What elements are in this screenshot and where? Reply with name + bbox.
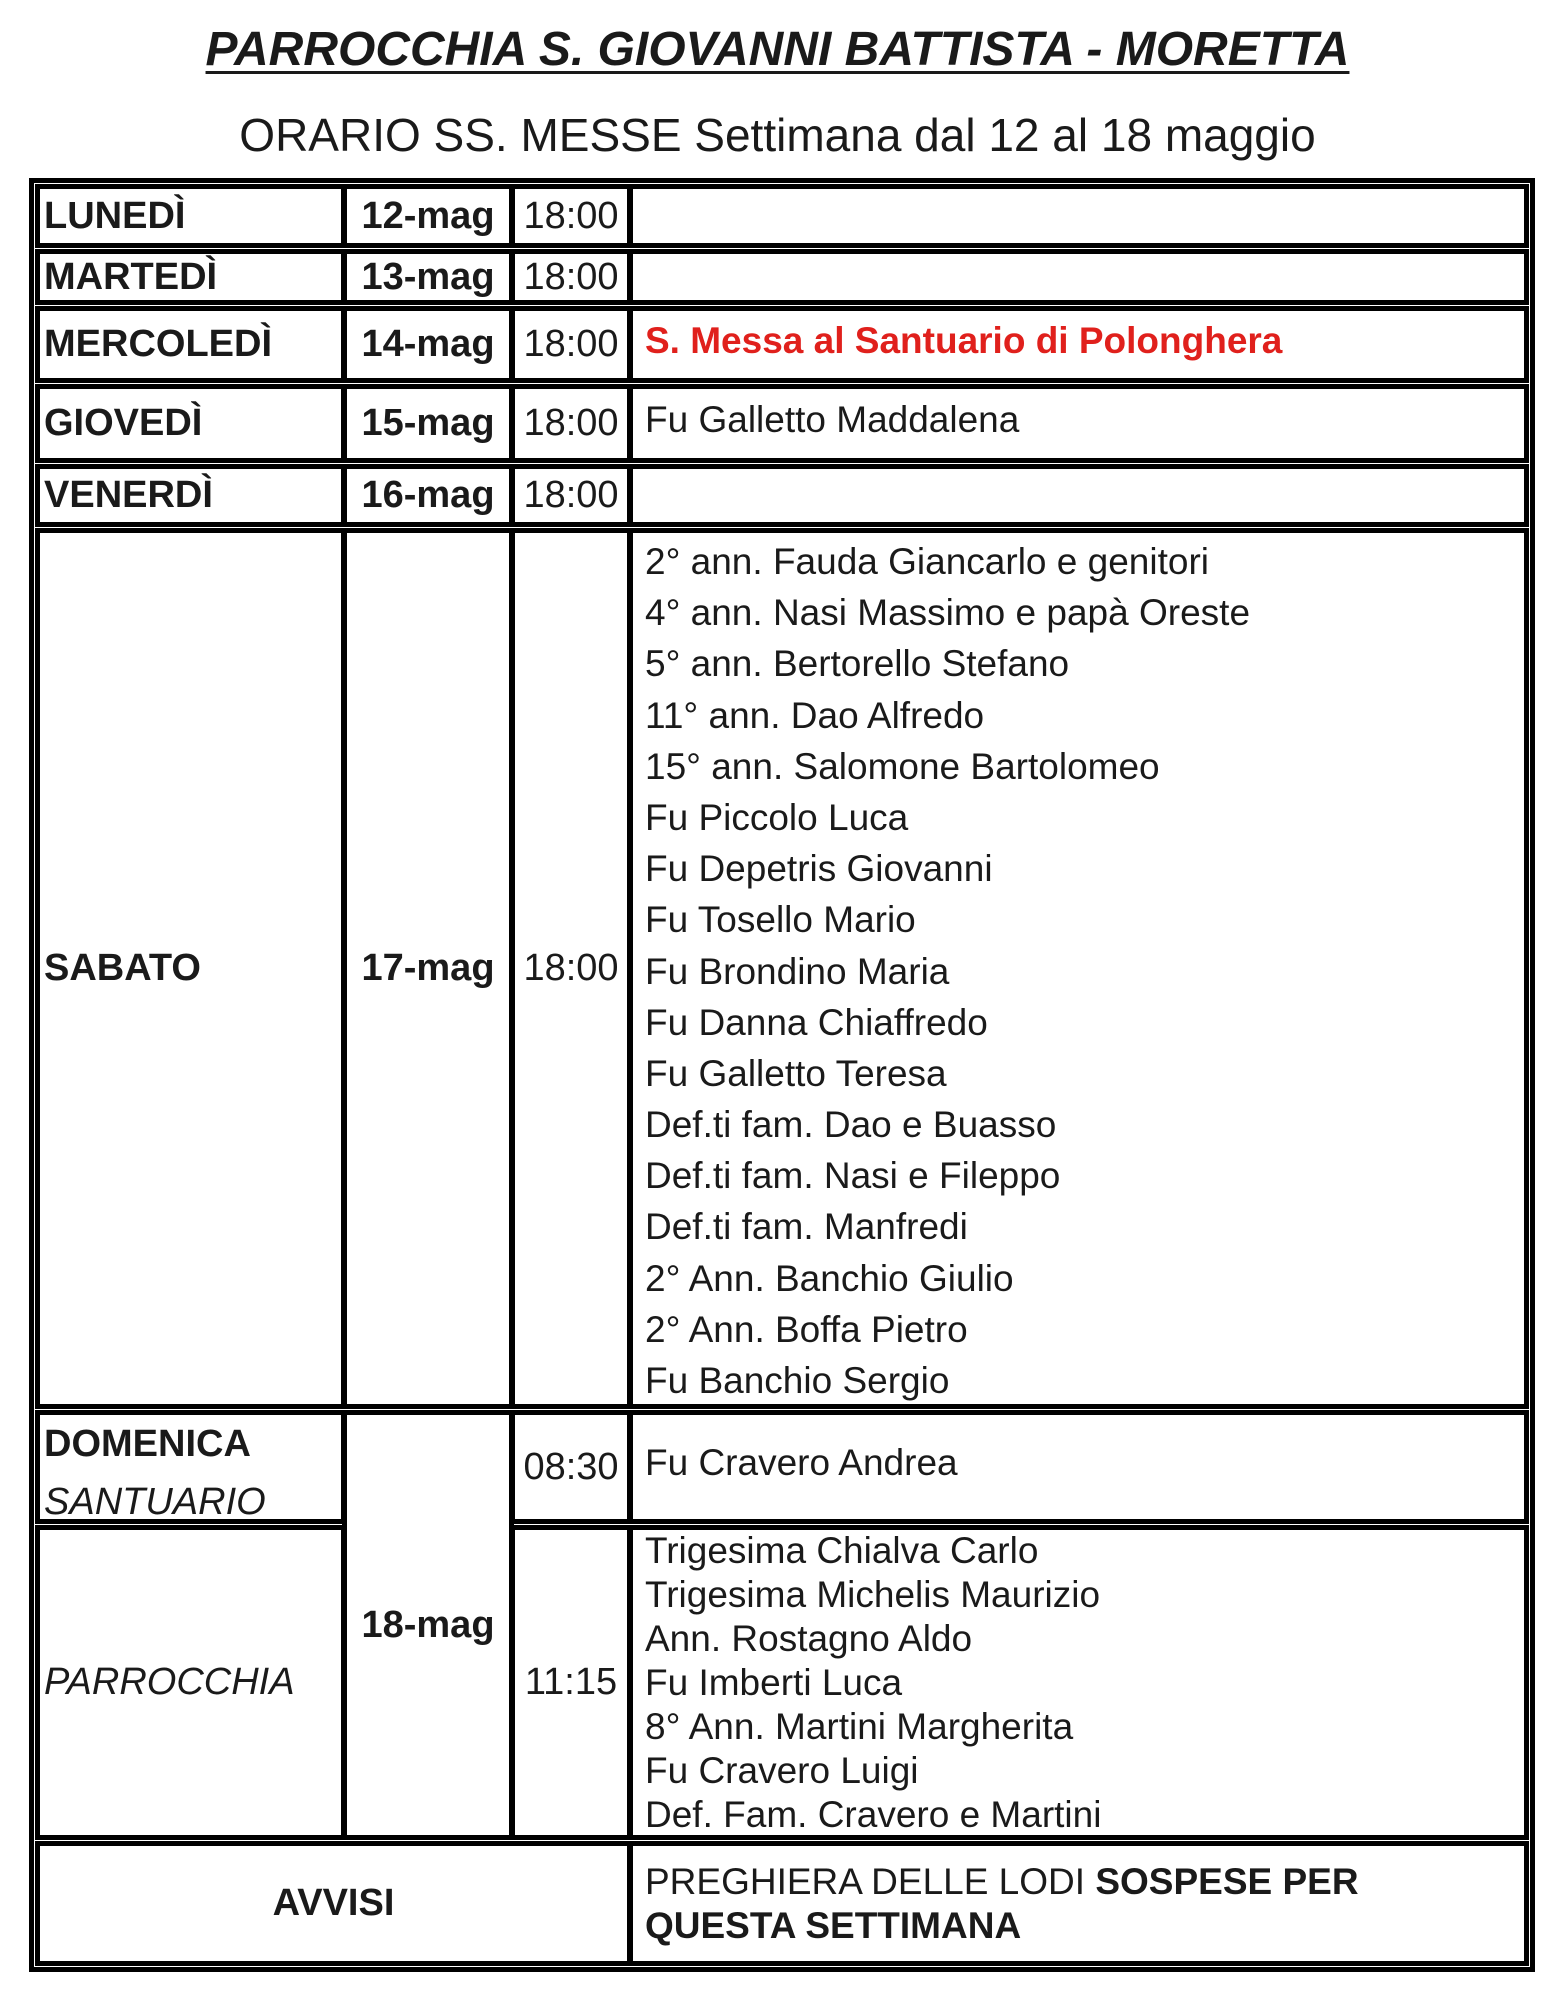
intentions-cell — [628, 249, 1529, 305]
day-cell: GIOVEDÌ — [35, 384, 346, 463]
date-cell: 12-mag — [342, 184, 514, 248]
intentions-cell — [628, 528, 1529, 1409]
page-title: PARROCCHIA S. GIOVANNI BATTISTA - MORETTA — [205, 23, 1350, 76]
page-subtitle: ORARIO SS. MESSE Settimana dal 12 al 18 maggio — [239, 109, 1316, 161]
intention-item: 2° Ann. Banchio Giulio — [645, 1257, 1014, 1299]
intention-item: Trigesima Chialva Carlo — [645, 1529, 1039, 1571]
notices-text-bold-line2: QUESTA SETTIMANA — [645, 1904, 1022, 1946]
time-cell: 18:00 — [510, 184, 632, 248]
sunday-day-label: DOMENICA — [44, 1423, 251, 1465]
intention-item: Fu Galletto Maddalena — [645, 398, 1020, 440]
intention-item: 8° Ann. Martini Margherita — [645, 1705, 1074, 1747]
intention-item: 11° ann. Dao Alfredo — [645, 694, 985, 736]
intention-highlight: S. Messa al Santuario di Polonghera — [645, 319, 1283, 361]
intention-item: Fu Galletto Teresa — [645, 1052, 947, 1094]
intentions-cell — [628, 1410, 1529, 1524]
date-cell: 13-mag — [342, 249, 514, 305]
sunday-parrocchia-cell — [35, 1525, 346, 1840]
time-cell: 11:15 — [510, 1525, 632, 1840]
time-cell: 18:00 — [510, 384, 632, 463]
intention-item: Ann. Rostagno Aldo — [645, 1617, 973, 1659]
intention-item: 2° ann. Fauda Giancarlo e genitori — [645, 541, 1209, 582]
intention-item: 2° Ann. Boffa Pietro — [645, 1308, 968, 1350]
intention-item: Fu Cravero Andrea — [645, 1442, 958, 1483]
intention-item: Fu Brondino Maria — [645, 950, 950, 992]
intention-item: Fu Imberti Luca — [645, 1661, 903, 1703]
day-cell: LUNEDÌ — [35, 184, 346, 248]
intention-item: Fu Tosello Mario — [645, 899, 916, 941]
intentions-cell — [628, 1525, 1529, 1840]
intention-item: 15° ann. Salomone Bartolomeo — [645, 745, 1160, 787]
notices-label-cell — [35, 1841, 632, 1966]
date-cell: 14-mag — [342, 306, 514, 383]
day-cell: VENERDÌ — [35, 464, 346, 527]
parrocchia-label: PARROCCHIA — [44, 1661, 295, 1703]
notices-text: PREGHIERA DELLE LODI — [645, 1860, 1096, 1902]
time-cell: 18:00 — [510, 306, 632, 383]
date-cell: 16-mag — [342, 464, 514, 527]
time-cell: 18:00 — [510, 464, 632, 527]
notices-label: AVVISI — [272, 1882, 395, 1924]
day-cell: MERCOLEDÌ — [35, 306, 346, 383]
intentions-cell — [628, 384, 1529, 463]
date-cell: 17-mag — [342, 528, 514, 1409]
intention-item: Fu Banchio Sergio — [645, 1360, 950, 1401]
intentions-cell — [628, 306, 1529, 383]
intention-item: Fu Danna Chiaffredo — [645, 1001, 988, 1043]
time-cell: 08:30 — [510, 1410, 632, 1524]
intention-item: Def. Fam. Cravero e Martini — [645, 1793, 1102, 1835]
time-cell: 18:00 — [510, 528, 632, 1409]
santuario-label: SANTUARIO — [44, 1481, 266, 1523]
notices-text-bold: SOSPESE PER — [1095, 1860, 1359, 1902]
day-cell: MARTEDÌ — [35, 249, 346, 305]
sunday-date-cell: 18-mag — [342, 1410, 514, 1840]
intention-item: Fu Cravero Luigi — [645, 1749, 919, 1791]
time-cell: 18:00 — [510, 249, 632, 305]
intentions-cell — [628, 464, 1529, 527]
intentions-cell — [628, 184, 1529, 248]
intention-item: Def.ti fam. Nasi e Fileppo — [645, 1155, 1061, 1197]
intention-item: 5° ann. Bertorello Stefano — [645, 643, 1070, 685]
intention-item: 4° ann. Nasi Massimo e papà Oreste — [645, 592, 1251, 634]
notices-text-cell — [628, 1841, 1529, 1966]
day-cell: SABATO — [35, 528, 346, 1409]
intention-item: Def.ti fam. Manfredi — [645, 1206, 968, 1248]
intention-item: Fu Depetris Giovanni — [645, 848, 993, 890]
intention-item: Fu Piccolo Luca — [645, 796, 909, 838]
intention-item: Def.ti fam. Dao e Buasso — [645, 1104, 1057, 1146]
intention-item: Trigesima Michelis Maurizio — [645, 1573, 1101, 1615]
date-cell: 15-mag — [342, 384, 514, 463]
sunday-santuario-cell — [35, 1410, 346, 1524]
